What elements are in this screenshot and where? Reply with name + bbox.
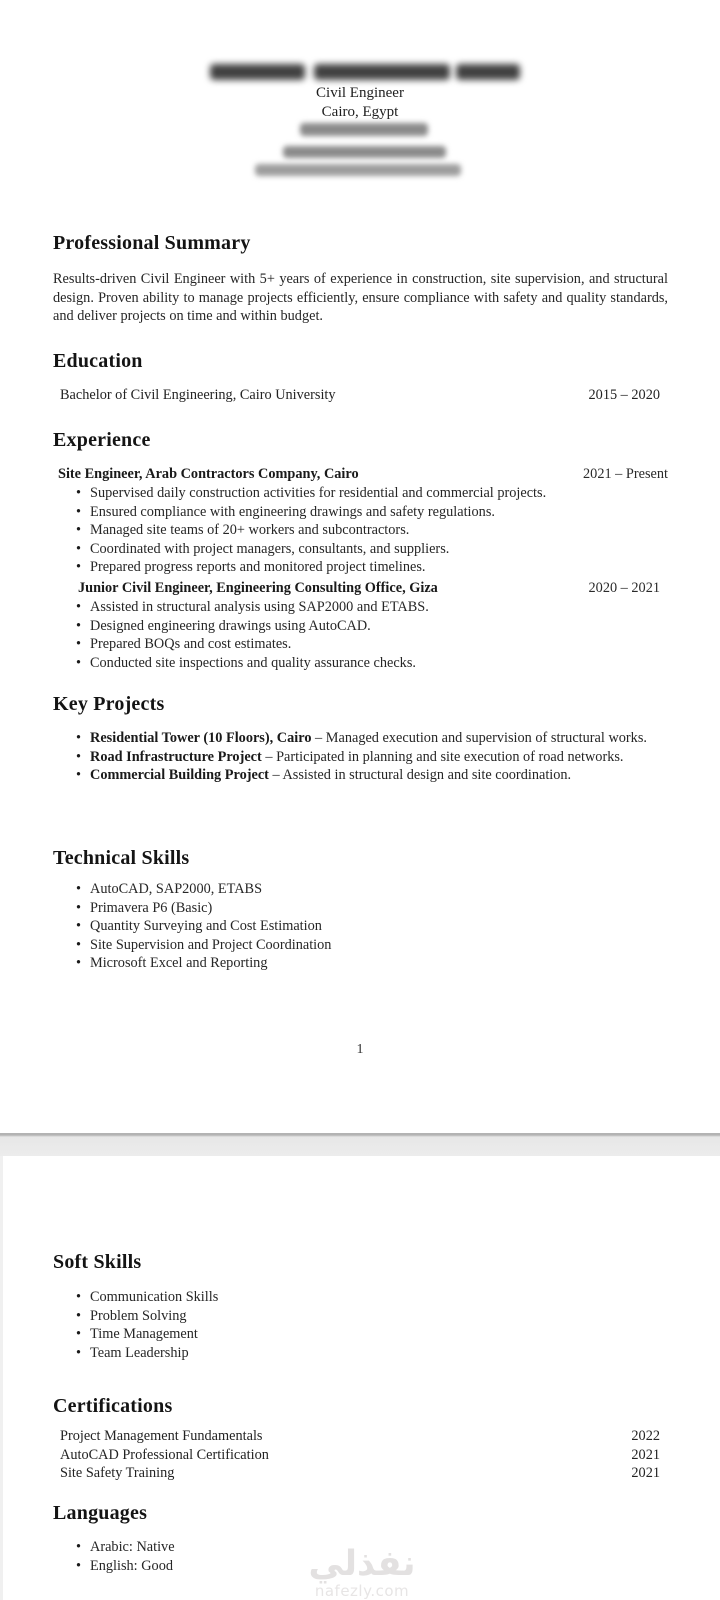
job-bullets [53, 598, 668, 672]
watermark-arabic-logo: نفذلي [308, 1544, 416, 1584]
language-item: • English: Good [53, 1557, 668, 1576]
skill-item: • Site Supervision and Project Coordination [53, 936, 668, 955]
soft-skill-item: • Communication Skills [53, 1288, 668, 1307]
certification-row [53, 1427, 668, 1446]
job-title: Junior Civil Engineer, Engineering Consulting Office, Giza [78, 579, 438, 596]
certification-name: Site Safety Training [60, 1465, 175, 1482]
watermark-domain: nafezly.com [314, 1582, 410, 1600]
section-technical-skills [53, 846, 668, 973]
certification-year: 2021 [631, 1465, 660, 1482]
soft-skill-item: • Time Management [53, 1325, 668, 1344]
job-title: Civil Engineer [316, 85, 404, 101]
project-list [53, 729, 668, 785]
section-key-projects [53, 692, 668, 785]
skill-item: • Microsoft Excel and Reporting [53, 954, 668, 973]
project-desc: – Participated in planning and site execution of road networks. [261, 748, 624, 765]
project-item [53, 748, 668, 767]
summary-text: Results-driven Civil Engineer with 5+ years of experience in construction, site supervision, and structural design. Proven ability to manage projects efficiently, ensure compliance with safety and quality standards, and deliver projects on time and within budget. [53, 271, 668, 325]
certification-name: AutoCAD Professional Certification [60, 1446, 269, 1463]
certification-name: Project Management Fundamentals [60, 1428, 263, 1444]
contact-block [0, 84, 720, 121]
project-name: Commercial Building Project [90, 767, 269, 784]
skill-item: • Quantity Surveying and Cost Estimation [53, 917, 668, 936]
skill-list [53, 880, 668, 973]
project-item [53, 766, 668, 785]
job-bullet: • Assisted in structural analysis using SAP2000 and ETABS. [53, 598, 668, 617]
section-professional-summary [53, 231, 668, 326]
job-header [53, 465, 668, 484]
section-certifications [53, 1394, 668, 1483]
certification-year: 2022 [631, 1428, 660, 1444]
redacted-name-part [210, 64, 305, 80]
section-heading: Professional Summary [53, 232, 251, 254]
project-name: Road Infrastructure Project [90, 748, 262, 765]
section-heading: Technical Skills [53, 847, 190, 869]
section-education [53, 349, 668, 405]
certification-row [53, 1464, 668, 1483]
watermark [2, 1545, 720, 1599]
section-heading: Experience [53, 429, 151, 451]
soft-skill-item: • Team Leadership [53, 1344, 668, 1363]
job-bullet: • Designed engineering drawings using AutoCAD. [53, 617, 668, 636]
page-break-gap [0, 1133, 720, 1156]
page-edge-shadow [0, 1156, 3, 1600]
certification-row [53, 1446, 668, 1465]
project-desc: – Assisted in structural design and site coordination. [268, 767, 572, 784]
project-name: Residential Tower (10 Floors), Cairo [90, 730, 312, 746]
education-dates: 2015 – 2020 [588, 387, 660, 403]
job-bullet: • Coordinated with project managers, consultants, and suppliers. [53, 540, 668, 559]
location: Cairo, Egypt [321, 103, 399, 120]
job-bullet: • Supervised daily construction activities for residential and commercial projects. [53, 484, 668, 503]
job-bullet: • Prepared BOQs and cost estimates. [53, 635, 668, 654]
skill-item: • Primavera P6 (Basic) [53, 899, 668, 918]
job-bullets [53, 484, 668, 577]
project-desc: – Managed execution and supervision of structural works. [311, 730, 647, 746]
redacted-name-part [456, 64, 520, 80]
redacted-email [283, 146, 446, 158]
section-heading: Key Projects [53, 693, 165, 715]
language-item: • Arabic: Native [53, 1538, 668, 1557]
soft-skill-item: • Problem Solving [53, 1307, 668, 1326]
section-heading: Education [53, 350, 143, 372]
soft-skill-list [53, 1288, 668, 1362]
job-title: Site Engineer, Arab Contractors Company, Cairo [58, 466, 359, 482]
section-heading: Languages [53, 1502, 148, 1524]
project-item [53, 729, 668, 748]
certification-year: 2021 [631, 1446, 660, 1463]
redacted-linkedin [255, 164, 461, 176]
section-soft-skills [53, 1250, 668, 1362]
education-row [53, 386, 668, 405]
job-bullet: • Prepared progress reports and monitored project timelines. [53, 558, 668, 577]
redacted-name-part [314, 64, 450, 80]
job-dates: 2020 – 2021 [588, 579, 660, 596]
redacted-phone [300, 123, 428, 136]
section-heading: Certifications [53, 1395, 173, 1417]
skill-item: • AutoCAD, SAP2000, ETABS [53, 880, 668, 899]
job-bullet: • Managed site teams of 20+ workers and subcontractors. [53, 521, 668, 540]
job-header [53, 579, 668, 598]
section-experience [53, 428, 668, 672]
job-bullet: • Ensured compliance with engineering drawings and safety regulations. [53, 503, 668, 522]
job-bullet: • Conducted site inspections and quality assurance checks. [53, 654, 668, 673]
section-heading: Soft Skills [53, 1251, 142, 1273]
degree: Bachelor of Civil Engineering, Cairo University [60, 387, 336, 403]
job-dates: 2021 – Present [583, 466, 668, 482]
page-number: 1 [356, 1042, 364, 1057]
